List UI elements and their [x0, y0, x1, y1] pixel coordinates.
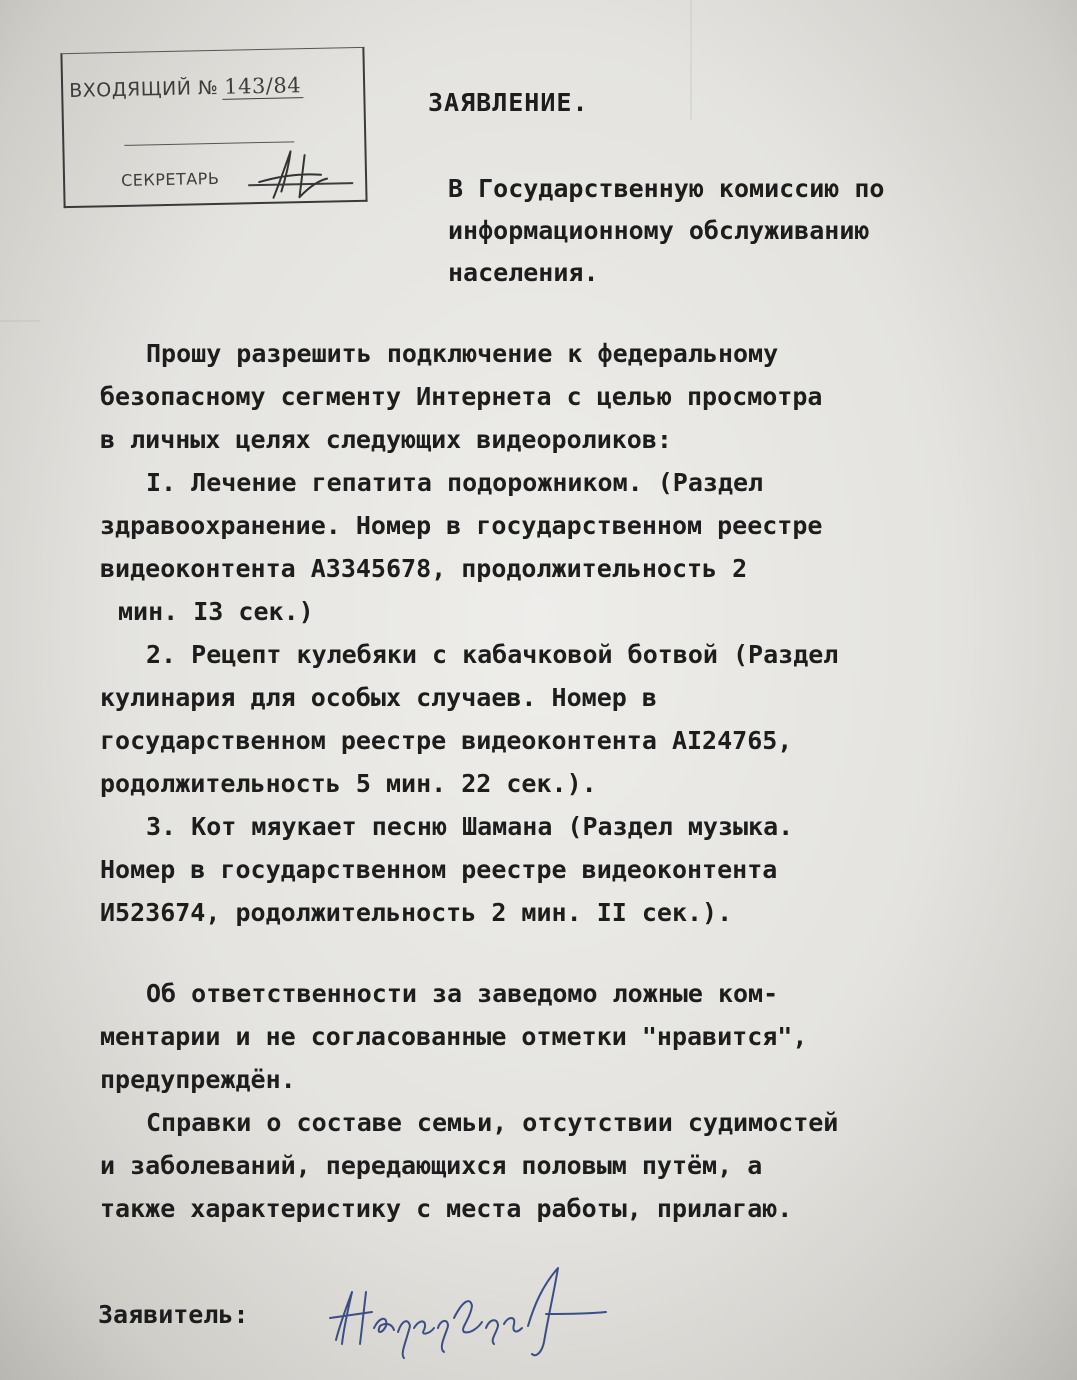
- body-line: Прошу разрешить подключение к федеральному: [146, 339, 779, 368]
- applicant-label: Заявитель:: [98, 1300, 249, 1329]
- body-line: И523674, родолжительность 2 мин. II сек.).: [100, 898, 733, 927]
- addressee-block: [448, 168, 1048, 294]
- body-line: I. Лечение гепатита подорожником. (Раздел: [146, 468, 764, 497]
- body-line: 3. Кот мяукает песню Шамана (Раздел музыка.: [146, 812, 794, 841]
- body-line: Номер в государственном реестре видеоконтента: [100, 855, 778, 884]
- addressee-line: населения.: [448, 258, 599, 287]
- body-line: Справки о составе семьи, отсутствии судимостей: [146, 1108, 839, 1137]
- applicant-signature: [322, 1262, 622, 1362]
- paragraph-gap: [100, 934, 1050, 972]
- body-line: также характеристику с места работы, прилагаю.: [100, 1194, 793, 1223]
- stamp-incoming-number: 143/84: [222, 73, 303, 100]
- addressee-line: В Государственную комиссию по: [448, 174, 885, 203]
- stamp-incoming-label: ВХОДЯЩИЙ №: [68, 76, 219, 103]
- document-body: [100, 332, 1050, 1230]
- document-title: ЗАЯВЛЕНИЕ.: [428, 88, 589, 117]
- paper-fold: [690, 0, 692, 120]
- body-line: безопасному сегменту Интернета с целью просмотра: [100, 382, 823, 411]
- body-line: видеоконтента А3345678, продолжительность 2: [100, 554, 748, 583]
- body-line: ментарии и не согласованные отметки "нравится",: [100, 1022, 808, 1051]
- secretary-signature: [250, 144, 361, 206]
- stamp-secretary-label: СЕКРЕТАРЬ: [120, 168, 220, 190]
- addressee-line: информационному обслуживанию: [448, 216, 870, 245]
- body-line: и заболеваний, передающихся половым путём, а: [100, 1151, 763, 1180]
- body-line: родолжительность 5 мин. 22 сек.).: [100, 769, 597, 798]
- body-line: мин. I3 сек.): [118, 597, 314, 626]
- body-line: предупреждён.: [100, 1065, 296, 1094]
- body-line: кулинария для особых случаев. Номер в: [100, 683, 657, 712]
- body-line: здравоохранение. Номер в государственном реестре: [100, 511, 823, 540]
- stamp-incoming-row: [69, 73, 303, 103]
- incoming-stamp: [60, 47, 367, 208]
- paper-fold: [0, 320, 40, 322]
- body-line: 2. Рецепт кулебяки с кабачковой ботвой (Раздел: [146, 640, 839, 669]
- body-line: в личных целях следующих видеороликов:: [100, 425, 672, 454]
- body-line: Об ответственности за заведомо ложные ком-: [146, 979, 779, 1008]
- body-line: государственном реестре видеоконтента АI24765,: [100, 726, 793, 755]
